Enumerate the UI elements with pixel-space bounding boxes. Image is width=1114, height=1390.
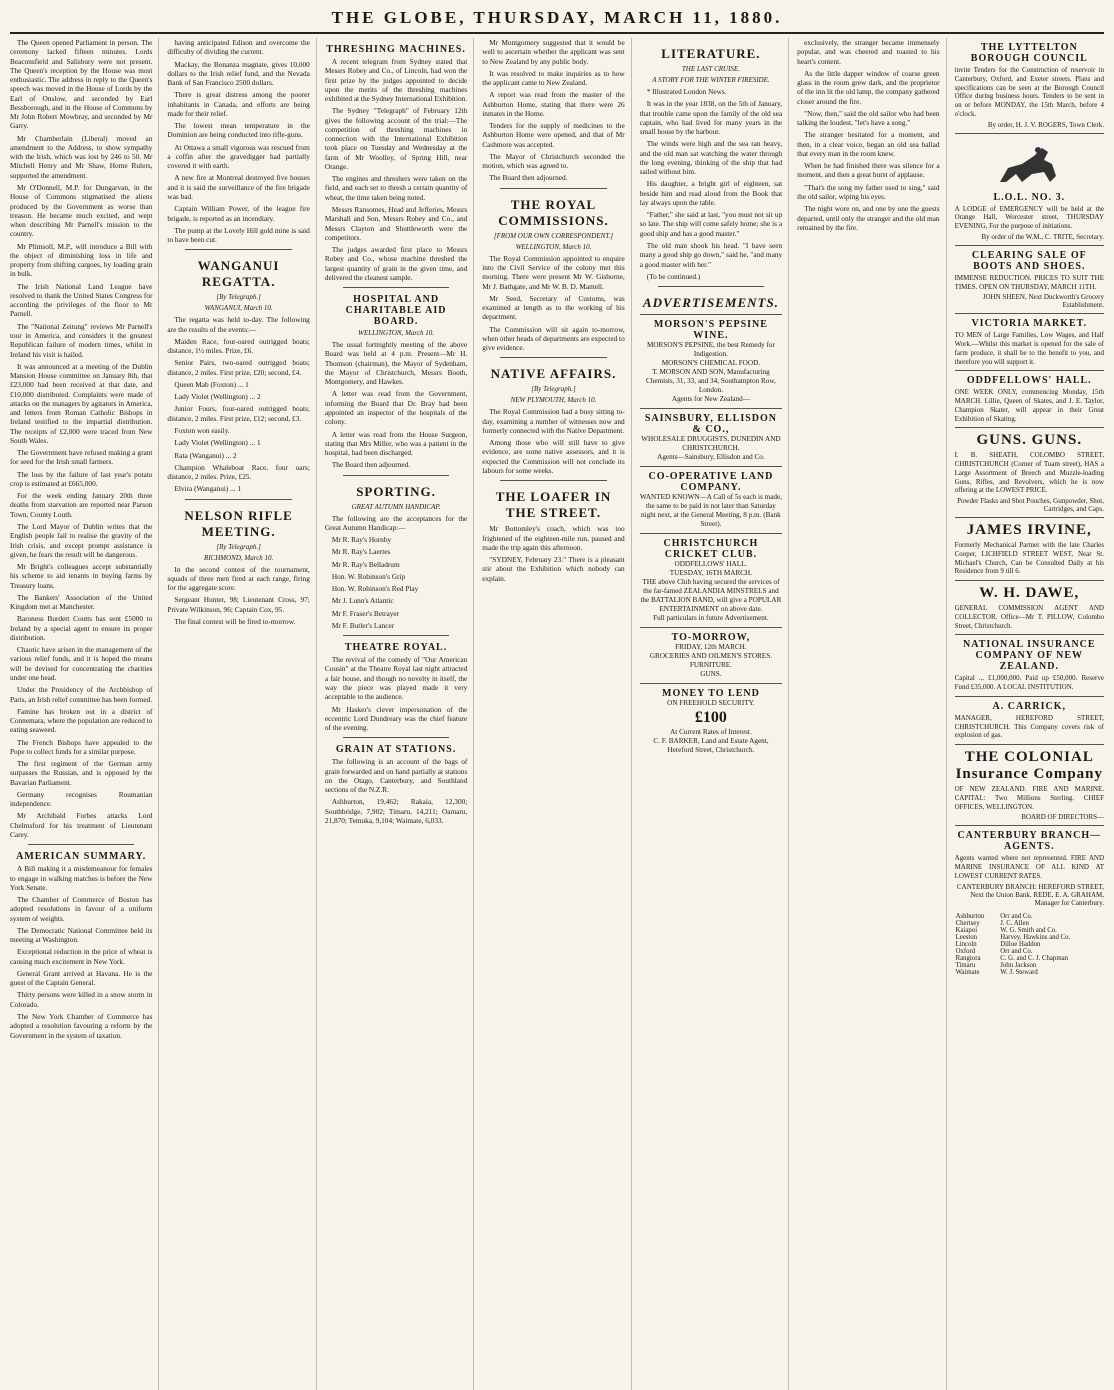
advertisement-body: OF NEW ZEALAND. FIRE AND MARINE. CAPITAL: Two Millions Sterling. CHIEF OFFICES, WELLINGTON. (954, 785, 1104, 811)
regatta-result: Maiden Race, four-oared outrigged boats; distance, 1½ miles. Prize, £6. (167, 336, 310, 356)
advertisement-title: CANTERBURY BRANCH—AGENTS. (957, 830, 1102, 853)
loafer-heading: THE LOAFER IN THE STREET. (495, 489, 612, 521)
news-paragraph: The Queen opened Parliament in person. The ceremony lacked fifteen minutes. Lords Beaconsfield and Salisbury were not present. The Queen's reception by the House was most enthusiastic. The address in reply to the Queen's speech was moved in the House of Lords by the Earl of Onslow, and seconded by Earl Bessborough, and in the House of Commons by Mr John Robert Mowbray, and seconded by Mr Garry. (10, 38, 153, 131)
agent-town: Chertsey (955, 919, 980, 927)
news-paragraph: The Irish National Land League have resolved to thank the United States Congress for according the privileges of the floor to Mr Parnell. (10, 281, 153, 319)
agent-town: Oxford (955, 947, 976, 955)
advertisement-body: GENERAL COMMISSION AGENT AND COLLECTOR. Office—Mr T. PILLOW, Colombo Street, Christchurch. (954, 604, 1104, 630)
advertisement (955, 517, 1104, 580)
board-paragraph: A report was read from the master of the Ashburton Home, stating that there were 26 inmates in the Home. (482, 90, 625, 118)
advertisement (955, 634, 1104, 696)
grain-paragraph: The following is an account of the bags of grain forwarded and on hand partially at stations on the Otago, Canterbury, and Southland sections of the N.Z.R. (324, 757, 468, 795)
advertisement-body: A LODGE of EMERGENCY will be held at the Orange Hall, Worcester street, THURSDAY EVENING, For the purpose of initiations. (954, 204, 1104, 230)
sporting-entry: Mr R. Ray's Hornby (331, 535, 392, 545)
advertisement-body: invite Tenders for the Construction of reservoir in Canterbury, Oxford, and Exeter streets. Plans and specifications can be seen at the Borough Council Office during business hours. Tenders to be sent in on or before MONDAY, the 15th March, before 4 o'clock. (954, 66, 1104, 118)
story-paragraph: The night wore on, and one by one the guests departed, until only the stranger and the old man remained by the fire. (797, 204, 940, 232)
advertisement-title: JAMES IRVINE, (966, 522, 1092, 538)
news-paragraph: Famine has broken out in a district of Connemara, where the population are reduced to eating seaweed. (10, 706, 153, 735)
advertisement-signature: Powder Flasks and Shot Pouches, Gunpowder, Shot, Cartridges, and Caps. (957, 497, 1104, 513)
regatta-result: Rata (Wanganui) ... 2 (174, 450, 237, 460)
regatta-result: Senior Pairs, two-oared outrigged boats; distance, 2 miles. First prize, £20; second, £4. (167, 358, 310, 377)
advertisement (640, 466, 782, 533)
news-paragraph: The pump at the Lovely Hill gold mine is said to have been cut. (167, 225, 310, 245)
column-6 (797, 38, 946, 1390)
column-4 (482, 38, 631, 1390)
advertisement-body: TO MEN of Large Families, Low Wages, and Half Work.—Whilst this market is opened for the sale of farm produce, it shall be to the benefit to you, and therefore you will support it. (954, 331, 1104, 366)
column-7 (955, 38, 1104, 1390)
advertisement (955, 370, 1104, 427)
hospital-paragraph: A letter was read from the Government, informing the Board that Dr. Bray had been appointed an inspector of the hospitals of the colony. (324, 389, 468, 427)
rifle-result: Sergeant Hunter, 98; Lieutenant Cross, 97; Private Wilkinson, 96; Captain Cox, 95. (167, 595, 310, 614)
advertisement-title: L.O.L. NO. 3. (993, 191, 1066, 203)
board-paragraph: The Board then adjourned. (489, 173, 568, 183)
advertisement-line: TUESDAY, 16TH MARCH. (669, 569, 753, 578)
advertisement-line: WHOLESALE DRUGGISTS, DUNEDIN AND CHRISTCHURCH. (641, 435, 781, 453)
threshing-paragraph: The Sydney "Telegraph" of February 12th gives the following account of the trial:—The competition of threshing machines in connection with the International Exhibition took place on Tuesday and Wednesday at the farm of Mr Woolley, of Spring Hill, near Orange. (324, 106, 468, 171)
advertisement-title: SAINSBURY, ELLISDON & CO., (644, 413, 778, 436)
table-row (955, 948, 1104, 955)
commissions-dateline: WELLINGTON, March 10. (515, 242, 592, 251)
american-summary-paragraph: Thirty persons were killed in a snow storm in Colorado. (10, 990, 153, 1009)
advertisement (640, 683, 782, 759)
agents-directory (955, 913, 1104, 976)
board-paragraph: Tenders for the supply of medicines to the Ashburton Home were opened, and that of Mr Cashmore was accepted. (482, 121, 625, 149)
news-paragraph: At Ottawa a small vigorous was rescued from a coffin after the gravedigger had partially covered it with earth. (167, 142, 310, 171)
advertisement-signature: CANTERBURY BRANCH: HEREFORD STREET, Next the Union Bank. REDE, E. A. GRAHAM, Manager for Canterbury. (956, 882, 1104, 907)
hospital-paragraph: The usual fortnightly meeting of the above Board was held at 4 p.m. Present—Mr H. Thomson (chairman), the Mayor of Sydenham, the Mayor of Christchurch, Messrs Booth, Montgomery, and Hawkes. (324, 340, 468, 387)
columns (10, 38, 1104, 1390)
news-paragraph: Germany recognises Roumanian independence. (10, 789, 153, 809)
agent-town: Ashburton (955, 912, 985, 920)
advertisement-title: CO-OPERATIVE LAND COMPANY. (648, 471, 774, 494)
advertisement (640, 627, 782, 683)
advertisement-line: ON FREEHOLD SECURITY. (667, 699, 755, 708)
american-summary-paragraph: General Grant arrived at Havana. He is the guest of the Captain General. (10, 968, 153, 988)
advertisement-signature: By order of the W.M., C. TRITE, Secretary. (981, 232, 1104, 241)
advertisement-line: MORSON'S PEPSINE, the best Remedy for Indigestion. (646, 341, 775, 359)
advertisement (640, 408, 782, 466)
advertisement (955, 313, 1104, 370)
story-paragraph: "That's the song my father used to sing," said the old sailor, wiping his eyes. (797, 182, 940, 201)
column-4-intro: Mr Montgomery suggested that it would be well to ascertain whether the applicant was sent to New Zealand by any public body. (482, 38, 625, 66)
nelson-rifle-heading: NELSON RIFLE MEETING. (184, 507, 293, 539)
commission-paragraph: Mr Seed, Secretary of Customs, was examined at length as to the working of his department. (482, 293, 625, 322)
advertisement-body: IMMENSE REDUCTION. PRICES TO SUIT THE TIMES. OPEN ON THURSDAY, MARCH 11TH. (954, 273, 1104, 291)
american-summary-paragraph: The New York Chamber of Commerce has adopted a resolution favouring a reform by the Government in the system of taxation. (10, 1011, 153, 1040)
loafer-paragraph: "SYDNEY, February 23." There is a pleasant stir about the Exhibition which nobody can explain. (482, 555, 625, 583)
agent-town: Waimate (955, 968, 980, 976)
advertisement (955, 245, 1104, 314)
advertisement-body: Agents wanted where not represented. FIRE AND MARINE INSURANCE OF ALL KIND AT LOWEST CURRENT RATES. (954, 854, 1104, 880)
advertisement-body: ONE WEEK ONLY, commencing Monday, 15th MARCH. Lillie, Queen of Skates, and J. E. Taylor, Champion Skater, will appear in their Great Exhibition of Skating. (954, 388, 1104, 423)
native-dateline: NEW PLYMOUTH, March 10. (510, 396, 597, 405)
american-summary-heading: AMERICAN SUMMARY. (16, 851, 147, 863)
regatta-result: The regatta was held to-day. The following are the results of the events:— (167, 315, 310, 334)
advertisement-line: T. MORSON AND SON, Manufacturing Chemists, 31, 33, and 34, Southampton Row, London. (645, 368, 776, 395)
table-row (955, 920, 1104, 927)
hospital-heading: HOSPITAL AND CHARITABLE AID BOARD. (345, 294, 447, 328)
advertisement (955, 38, 1104, 133)
regatta-result: Foxton won easily. (174, 425, 230, 435)
agent-name: W. J. Steward (1000, 968, 1038, 976)
theatre-paragraph: The revival of the comedy of "Our American Cousin" at the Theatre Royal last night attracted a fair house, and though no novelty in itself, the way the piece was played made it very acceptable to the audience. (324, 655, 468, 702)
advertisement-title: THE COLONIAL Insurance Company (955, 749, 1103, 782)
sporting-entry: Mr J. Lunn's Atlantic (331, 596, 394, 606)
agent-name: W. G. Smith and Co. (1000, 926, 1057, 934)
advertisement-title: NATIONAL INSURANCE COMPANY OF NEW ZEALAND. (963, 639, 1096, 673)
advertisement-line: Full particulars in future Advertisement. (653, 614, 769, 623)
advertisement (640, 533, 782, 627)
advertisement-title: CHRISTCHURCH CRICKET CLUB. (663, 538, 759, 561)
advertisement-body: Capital ... £1,000,000. Paid up £50,000. Reserve Fund £35,000. A LOCAL INSTITUTION. (954, 674, 1104, 691)
news-paragraph: Mr Plimsoll, M.P., will introduce a Bill with the object of diminishing loss in life and property from shifting cargoes, by loading grain in bulk. (10, 241, 153, 279)
story-paragraph: * Illustrated London News. (646, 87, 727, 96)
advertisement-line: Agents for New Zealand— (671, 395, 750, 404)
commissions-heading: THE ROYAL COMMISSIONS. (498, 196, 609, 228)
sporting-sub: GREAT AUTUMN HANDICAP. (351, 502, 441, 511)
agent-town: Timaru (955, 961, 976, 969)
news-paragraph: The first regiment of the German army surpasses the Russian, and is opposed by the Bavarian Parliament. (10, 759, 153, 787)
theatre-paragraph: Mr Hasker's clever impersonation of the eccentric Lord Dundreary was the chief feature of the evening. (324, 704, 468, 733)
story-paragraph: The stranger hesitated for a moment, and then, in a clear voice, began an old sea ballad that every man in the room knew. (797, 130, 940, 158)
story-paragraph: The old man shook his head. "I have seen many a good ship go down," said he, "and many a good master with her." (639, 240, 783, 269)
agent-town: Kaiapoi (955, 926, 978, 934)
divider (658, 286, 764, 287)
advertisements-heading: ADVERTISEMENTS. (642, 295, 779, 311)
news-paragraph: Mackay, the Bonanza magnate, gives 10,000 dollars to the Irish relief fund, and the Nevada Bank of San Francisco 2500 dollars. (167, 59, 310, 88)
news-paragraph: The Government have refused making a grant for seed for the Irish small farmers. (10, 448, 153, 467)
advertisement-line: ODDFELLOWS' HALL. (674, 560, 748, 569)
advertisement (955, 580, 1104, 634)
threshing-heading: THRESHING MACHINES. (326, 44, 466, 55)
advertisement (955, 427, 1104, 517)
advertisement-body: MANAGER, HEREFORD STREET, CHRISTCHURCH. This Company covers risk of explosion of gas. (954, 713, 1104, 740)
native-affairs-heading: NATIVE AFFAIRS. (490, 366, 617, 382)
threshing-paragraph: The judges awarded first place to Messrs Robey and Co., whose machine threshed the largest quantity of grain in the given time, and delivered the cleanest sample. (324, 245, 468, 282)
divider (500, 480, 606, 481)
news-paragraph: It was announced at a meeting of the Dublin Mansion House committee on January 8th, that £23,000 had been received at that date, and £10,000 distributed. Complaints were made of attacks on the managers by agitators in America, and letters from Roman Catholic Bishops in Ireland testified to the impartial distribution. The receipts of £2,000 were traced from New South Wales. (10, 361, 153, 445)
nelson-dateline: RICHMOND, March 10. (203, 553, 274, 562)
table-row (955, 913, 1104, 920)
regatta-result: Lady Violet (Wellington) ... 1 (174, 438, 261, 448)
news-paragraph: There is great distress among the poorer inhabitants in Canada, and efforts are being made for their relief. (167, 90, 310, 118)
divider (28, 844, 134, 845)
agent-name: Dilloe Haddon (1000, 940, 1041, 948)
table-row (955, 927, 1104, 934)
advertisement-line: Agents—Sainsbury, Ellisdon and Co. (657, 453, 765, 462)
column-6-intro: exclusively, the stranger became immensely popular, and was cheered and toasted to his heart's content. (797, 38, 940, 66)
story-paragraph: The winds were high and the sea ran heavy, and the old man sat watching the water through the long evening, thinking of the ship that had sailed without him. (639, 139, 783, 177)
commission-paragraph: The Commission will sit again to-morrow, when other heads of departments are expected to give evidence. (482, 324, 625, 353)
wanganui-dateline: WANGANUI, March 10. (204, 304, 273, 313)
literature-heading: LITERATURE. (661, 46, 761, 61)
advertisement-signature: By order, H. J. V. ROGERS, Town Clerk. (987, 120, 1104, 129)
table-row (955, 962, 1104, 969)
loafer-paragraph: Mr Bottomley's coach, which was too frightened of the eighteen-mile run, paused and made the trip again this afternoon. (482, 524, 625, 552)
advertisement (955, 825, 1104, 910)
commission-paragraph: The Royal Commission appointed to enquire into the Civil Service of the colony met this morning. There were present Mr W. Gisborne, Mr J. Bathgate, and Mr W. B. D. Mantell. (482, 253, 625, 291)
hospital-dateline: WELLINGTON, March 10. (358, 329, 434, 338)
american-summary-paragraph: The Chamber of Commerce of Boston has adopted resolutions in favour of a uniform system of weights. (10, 895, 153, 923)
native-sub: [By Telegraph.] (531, 385, 576, 394)
grain-heading: GRAIN AT STATIONS. (335, 744, 457, 756)
divider (185, 499, 291, 500)
story-paragraph: When he had finished there was silence for a moment, and then a great burst of applause. (797, 161, 940, 180)
advertisement-line: FRIDAY, 12th MARCH. (675, 643, 747, 652)
column-3 (325, 38, 474, 1390)
divider (343, 475, 449, 476)
advertisement-signature: JOHN SHEEN, Next Duckworth's Grocery Establishment. (982, 293, 1104, 310)
story-paragraph: "Now, then," said the old sailor who had been talking the loudest, "let's have a song." (797, 108, 940, 128)
news-paragraph: Mr Archibald Forbes attacks Lord Chelmsford for his treatment of Lieutenant Carey. (10, 811, 153, 839)
advertisement (955, 696, 1104, 744)
advertisement (955, 744, 1104, 825)
horse-rider-emblem-icon (955, 142, 1104, 188)
hospital-paragraph: A letter was read from the House Surgeon, stating that Mrs Miller, who was a patient in the hospital, had been discharged. (324, 429, 468, 458)
sporting-entry: The following are the acceptances for the Great Autumn Handicap:— (324, 513, 468, 532)
divider (343, 737, 449, 738)
advertisement-line: £100 (694, 709, 727, 727)
advertisement-line: C. F. BARKER, Land and Estate Agent, Hereford Street, Christchurch. (653, 737, 769, 755)
advertisement-line: WANTED KNOWN—A Call of 5s each is made, the same to be paid in not later than Saturday night next, at the General Meeting, 8 p.m. (Bank Street). (639, 493, 782, 529)
advertisement-line: GUNS. (700, 670, 722, 679)
sporting-entry: Mr R. Ray's Belladrum (331, 559, 400, 569)
sporting-entry: Mr R. Ray's Laertes (331, 547, 391, 557)
agent-name: C. G. and C. J. Chapman (1000, 954, 1069, 962)
commissions-sub: [FROM OUR OWN CORRESPONDENT.] (493, 231, 614, 240)
story-paragraph: It was in the year 1838, on the 5th of January, that trouble came upon the family of the old sea captain, who had lived for many years in the small house by the harbour. (639, 99, 783, 137)
rifle-result: In the second contest of the tournament, squads of three men fired at each range, firing for the aggregate score. (167, 564, 310, 593)
advertisement-title: MORSON'S PEPSINE WINE. (653, 319, 768, 342)
advertisement-title: A. CARRICK, (992, 700, 1067, 712)
story-paragraph: As the little dapper window of coarse green glass in the room grew dark, and the proprietor of the inn lit the old lamp, the company gathered closer around the fire. (797, 68, 940, 106)
advertisement-line: FURNITURE. (689, 661, 732, 670)
news-paragraph: The lowest mean temperature in the Dominion are being conducted into rifle-guns. (167, 121, 310, 140)
column-2 (167, 38, 316, 1390)
wanganui-regatta-heading: WANGANUI REGATTA. (197, 258, 280, 290)
american-summary-paragraph: The Democratic National Committee held its meeting at Washington. (10, 925, 153, 945)
american-summary-paragraph: Exceptional reduction in the price of wheat is causing much excitement in New York. (10, 947, 153, 966)
story-paragraph: (To be continued.) (646, 271, 701, 281)
divider (500, 188, 606, 189)
threshing-paragraph: Messrs Ransomes, Head and Jefferies, Messrs Marshall and Son, Messrs Robey and Co., and Messrs Clayton and Shuttleworth were the competitors. (324, 204, 468, 242)
literature-sub: THE LAST CRUISE. (681, 65, 740, 73)
table-row (955, 969, 1104, 976)
board-paragraph: It was resolved to make inquiries as to how the applicant came to New Zealand. (482, 68, 625, 88)
story-paragraph: His daughter, a bright girl of eighteen, sat beside him and read aloud from the Book that lay always upon the table. (639, 179, 783, 207)
regatta-result: Lady Violet (Wellington) ... 2 (174, 392, 261, 402)
agent-name: J. C. Allen (1000, 919, 1029, 927)
table-row (955, 934, 1104, 941)
sporting-heading: SPORTING. (356, 483, 436, 499)
advertisement-body: Formerly Mechanical Partner with the late Charles Cooper, LICHFIELD STREET WEST, Near St. Michael's Church, Can be Consulted Daily at his Residence from 9 till 6. (954, 541, 1104, 576)
advertisement-title: MONEY TO LEND (662, 688, 760, 700)
news-paragraph: For the week ending January 20th three deaths from starvation are reported near Parson Town, County Louth. (10, 491, 153, 519)
advertisement-title: GUNS. GUNS. (976, 432, 1083, 449)
wanganui-sub: [By Telegraph.] (216, 293, 261, 302)
agent-name: Orr and Co. (1000, 947, 1033, 955)
divider (343, 635, 449, 636)
divider (500, 357, 606, 358)
sporting-entry: Hon. W. Robinson's Red Play (331, 584, 419, 594)
agent-name: Harvey, Hawkins and Co. (1000, 933, 1071, 941)
threshing-paragraph: A recent telegram from Sydney stated that Messrs Robey and Co., of Lincoln, had won the first prize by the judges appointed to decide upon the merits of the threshing machines exhibited at the Sydney International Exhibition. (324, 57, 468, 104)
rifle-result: The final contest will be fired to-morrow. (174, 616, 296, 626)
column-5 (640, 38, 789, 1390)
threshing-paragraph: The engines and threshers were taken on the field, and each set to thresh a certain quantity of wheat, the time taken being noted. (324, 174, 468, 202)
divider (185, 249, 291, 250)
advertisement-title: CLEARING SALE OF BOOTS AND SHOES. (971, 249, 1087, 272)
native-paragraph: The Royal Commission had a busy sitting to-day, examining a number of witnesses now and formerly connected with the Native Department. (482, 407, 625, 435)
agent-name: Orr and Co. (1000, 912, 1033, 920)
advertisement-title: THE LYTTELTON BOROUGH COUNCIL (970, 42, 1088, 64)
news-paragraph: Mr O'Donnell, M.P. for Dungarvan, in the House of Commons stigmatised the aliens produced by the Government as worse than treason. He became much excited, and wept when describing Mr Parnell's mission to the country. (10, 182, 153, 239)
news-paragraph: Baroness Burdett Coutts has sent £5000 to Ireland by a special agent to ensure its proper distribution. (10, 614, 153, 642)
advertisement-line: At Current Rates of Interest. (670, 728, 752, 737)
story-paragraph: "Father," she said at last, "you must not sit up so late. The ship will come safely home; she is a good ship and has a good master." (639, 210, 783, 238)
news-paragraph: The "National Zeitung" reviews Mr Parnell's tour in America, and considers it the greatest Republican failure of modern times, whilst in Ireland his visit is hailed. (10, 321, 153, 359)
news-paragraph: Mr Bright's colleagues accept substantially his scheme to aid tenants in buying farms by Treasury loans. (10, 562, 153, 590)
column-2-intro: having anticipated Edison and overcome the difficulty of dividing the current. (167, 38, 310, 57)
news-paragraph: The Lord Mayor of Dublin writes that the English people fail to realise the gravity of the Irish crisis, and except prompt assistance is given, he fears the result will be dangerous. (10, 522, 153, 559)
news-paragraph: Under the Presidency of the Archbishop of Paris, an Irish relief committee has been formed. (10, 685, 153, 704)
agent-name: John Jackson (1000, 961, 1037, 969)
regatta-result: Champion Whaleboat Race, four oars; distance, 2 miles. Prize, £25. (167, 462, 310, 482)
theatre-heading: THEATRE ROYAL. (344, 642, 448, 654)
news-paragraph: The Bankers' Association of the United Kingdom met at Manchester. (10, 592, 153, 612)
advertisement-line: MORSON'S CHEMICAL FOOD. (661, 359, 761, 368)
literature-tag: A STORY FOR THE WINTER FIRESIDE. (652, 76, 770, 84)
news-paragraph: Chaotic have arisen in the management of the various relief funds, and it is hoped the means will be devised for concentrating the charities under one head. (10, 645, 153, 682)
news-paragraph: Captain William Power, of the league fire brigade, is reported as an incendiary. (167, 204, 310, 223)
native-paragraph: Among those who will still have to give evidence, are some native assessors, and it is expected the Commission will not conclude its labours for some weeks. (482, 438, 625, 475)
table-row (955, 941, 1104, 948)
agent-town: Leeston (955, 933, 978, 941)
table-row (955, 955, 1104, 962)
agent-town: Rangiora (955, 954, 981, 962)
news-paragraph: A new fire at Montreal destroyed five houses and it is said the surveillance of the fire brigade was bad. (167, 173, 310, 201)
nelson-sub: [By Telegraph.] (216, 542, 261, 551)
news-paragraph: The French Bishops have appealed to the Pope to collect funds for a similar purpose. (10, 737, 153, 756)
grain-paragraph: Ashburton, 19,462; Rakaia, 12,300; Southbridge, 7,902; Timaru, 14,211; Oamaru, 21,870; Temuka, 9,104; Waimate, 6,033. (324, 797, 468, 825)
regatta-result: Elvira (Wanganui) ... 1 (174, 484, 242, 494)
news-paragraph: The loss by the failure of last year's potato crop is estimated at £665,000. (10, 469, 153, 488)
advertisement-body: I. B. SHEATH, COLOMBO STREET, CHRISTCHURCH (Corner of Tuam street), HAS a Large Assortment of Breech and Muzzle-loading Guns, Rifles, and Revolvers, which he is now offering at the LOWEST PRICE. (954, 451, 1104, 495)
column-1 (10, 38, 159, 1390)
masthead: THE GLOBE, THURSDAY, MARCH 11, 1880. (10, 6, 1104, 34)
news-paragraph: Mr Chamberlain (Liberal) moved an amendment to the Address, to show sympathy with the Irish, which was lost by 246 to 50. Mr Mitchell Henry and Mr Shaw, Home Rulers, supported the amendment. (10, 133, 153, 180)
advertisement-title: VICTORIA MARKET. (971, 318, 1088, 330)
sporting-entry: Mr F. Fraser's Betrayer (331, 608, 400, 618)
sporting-entry: Hon. W. Robinson's Grip (331, 571, 406, 581)
sporting-entry: Mr F. Butler's Lancer (331, 620, 395, 630)
advertisement-title: W. H. DAWE, (979, 585, 1080, 601)
regatta-result: Queen Mab (Foxton) ... 1 (174, 379, 249, 389)
advertisement-line: THE above Club having secured the services of the far-famed ZEALANDIA MINSTRELS and the BATTALION BAND, will give a POPULAR ENTERTAINMENT on above date. (640, 578, 782, 614)
advertisement (640, 314, 782, 408)
regatta-result: Junior Fours, four-oared outrigged boats; distance, 2 miles. First prize, £12; second, £3. (167, 404, 310, 423)
agent-town: Lincoln (955, 940, 977, 948)
divider (343, 287, 449, 288)
advertisement-title: TO-MORROW, (671, 632, 751, 644)
advertisement-signature: BOARD OF DIRECTORS— (1021, 813, 1104, 822)
advertisement-line: GROCERIES AND OILMEN'S STORES. (649, 652, 772, 661)
advertisement (955, 133, 1104, 245)
board-paragraph: The Mayor of Christchurch seconded the motion, which was agreed to. (482, 151, 625, 171)
advertisement-title: ODDFELLOWS' HALL. (966, 375, 1092, 387)
hospital-paragraph: The Board then adjourned. (331, 460, 411, 470)
american-summary-paragraph: A Bill making it a misdemeanour for females to engage in walking matches is before the New York Senate. (10, 864, 153, 892)
